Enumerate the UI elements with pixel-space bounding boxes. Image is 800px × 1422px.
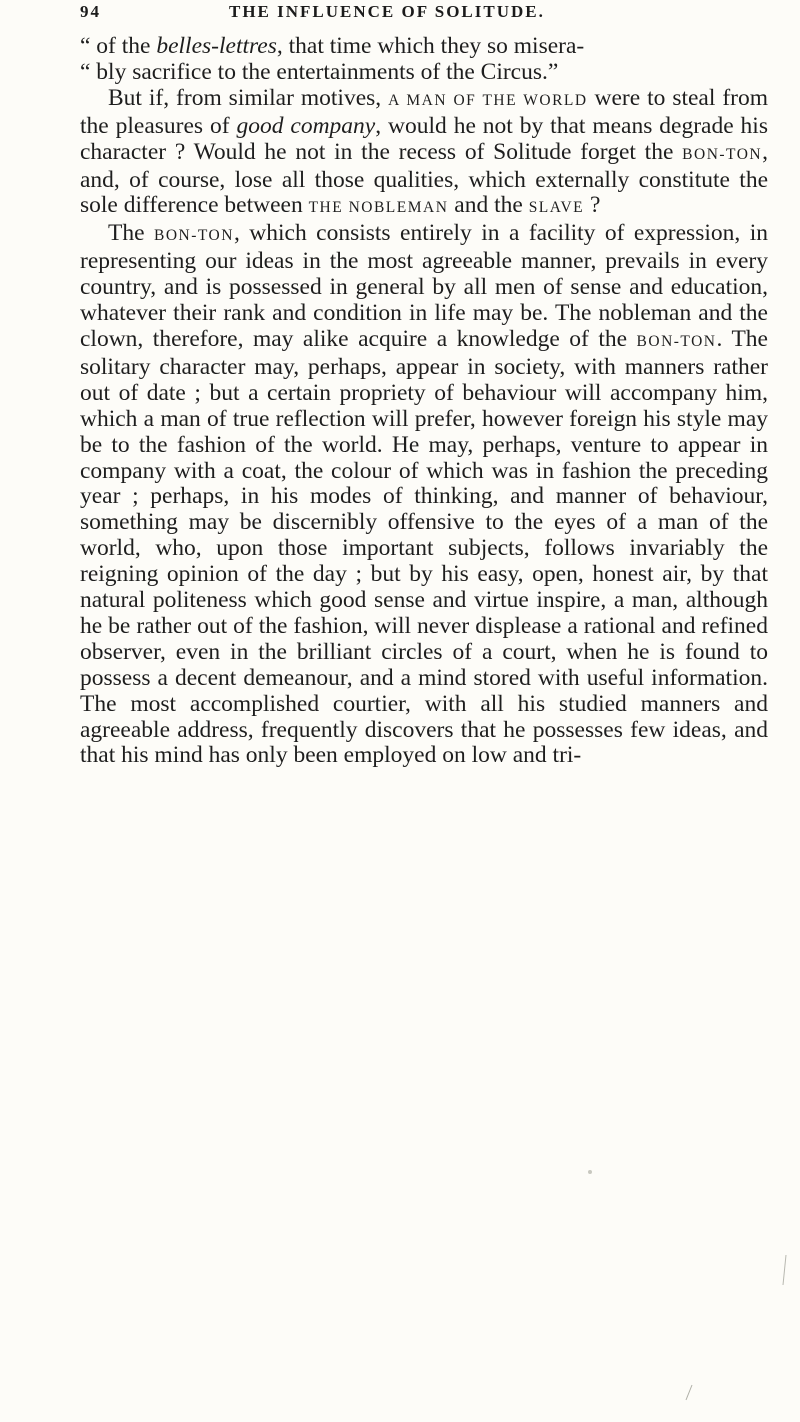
page-body (80, 34, 768, 769)
paragraph-text: . The solitary character may, perhaps, appear in society, with manners rather out of date ; but a certain propriety of behaviour will accompany him, which a man of true reflection will prefer, however foreign his style may be to the fashion of the world. He may, perhaps, venture to appear in company with a coat, the colour of which was in fashion the preceding year ; perhaps, in his modes of thinking, and manner of behaviour, something may be discernibly offensive to the eyes of a man of the world, who, upon those important subjects, follows invariably the reigning opinion of the day ; but by his easy, open, honest air, by that natural politeness which good sense and virtue inspire, a man, although he be rather out of the fashion, will never displease a rational and refined observer, even in the brilliant circles of a court, when he is found to possess a decent demeanour, and a mind stored with useful information. The most accomplished courtier, with all his studied manners and agreeable address, frequently discovers that he possesses few ideas, and that his mind has only been employed on low and tri- (80, 325, 768, 769)
quote-text: , that time which they so misera- (276, 33, 585, 59)
paragraph-text: ? (584, 192, 601, 219)
quote-text: “ bly sacrifice to the entertainments of the Circus.” (80, 58, 559, 85)
quote-continuation (80, 34, 768, 86)
quote-text: “ of the (80, 33, 157, 59)
paragraph-text: were to steal from the pleasures of (80, 84, 769, 139)
small-caps-term: BON-TON (636, 332, 717, 350)
paragraph-text: The (108, 220, 154, 247)
running-header (80, 2, 770, 28)
paragraph-text: , which consists entirely in a facility of expression, in representing our ideas in the most agreeable manner, prevails in every country, and is possessed in general by all men of sense and education, whatever their rank and condition in life may be. The nobleman and the clown, therefore, may alike acquire a knowledge of the (80, 220, 768, 352)
italic-term: good company (236, 112, 376, 139)
paragraph-2 (80, 221, 768, 769)
paragraph-text: But if, from similar motives, (108, 84, 389, 111)
small-caps-term: SLAVE (528, 199, 585, 217)
page-number: 94 (80, 2, 101, 21)
running-title: THE INFLUENCE OF SOLITUDE. (229, 2, 545, 21)
italic-term: belles-lettres (156, 33, 277, 59)
paragraph-text: and the (448, 192, 529, 219)
small-caps-term: A MAN OF THE WORLD (388, 91, 588, 109)
small-caps-term: BON-TON (153, 227, 234, 245)
paragraph-1 (80, 86, 768, 222)
paragraph-text: , and, of course, lose all those qualities, which externally constitute the sole difference between (80, 138, 768, 219)
small-caps-term: BON-TON (682, 145, 763, 163)
paragraph-text: , would he not by that means degrade his character ? Would he not in the recess of Solitude forget the (80, 112, 768, 165)
small-caps-term: THE NOBLEMAN (308, 199, 449, 217)
